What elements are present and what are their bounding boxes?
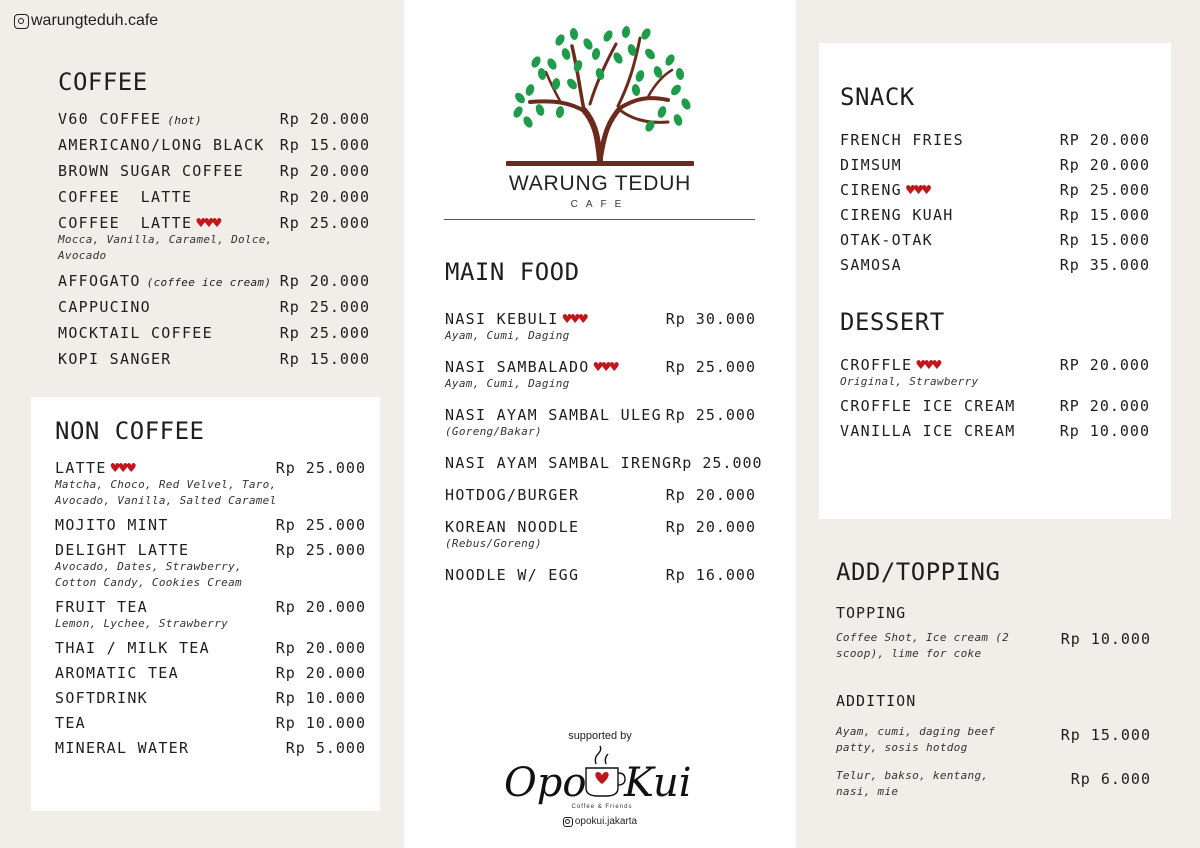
topping-price: Rp 10.000	[1060, 630, 1151, 648]
menu-item-name-group	[58, 110, 202, 128]
menu-item-price: Rp 30.000	[665, 310, 756, 328]
menu-item-row	[445, 310, 756, 328]
menu-item-name-group	[58, 162, 244, 180]
menu-item-row	[55, 541, 366, 559]
snack-title: SNACK	[840, 83, 915, 111]
snack-list	[840, 131, 1150, 274]
menu-item-row	[55, 459, 366, 477]
menu-item-price: RP 20.000	[1059, 131, 1150, 149]
menu-item-note: (Goreng/Bakar)	[445, 425, 542, 438]
menu-item-price: Rp 20.000	[665, 486, 756, 504]
menu-item-name: TEA	[55, 714, 86, 732]
menu-item-price: Rp 20.000	[279, 272, 370, 290]
menu-item-price: Rp 15.000	[279, 350, 370, 368]
menu-item	[58, 162, 370, 180]
menu-item-price: Rp 16.000	[665, 566, 756, 584]
menu-item-name-group	[55, 639, 210, 657]
menu-item	[55, 541, 366, 591]
menu-item	[445, 518, 756, 552]
menu-item-name: AROMATIC TEA	[55, 664, 179, 682]
menu-item	[55, 516, 366, 534]
menu-item-name: CIRENG KUAH	[840, 206, 954, 224]
menu-item-name-group	[55, 739, 189, 757]
menu-item-inline-note: (coffee ice cream)	[146, 276, 272, 289]
menu-item-row	[840, 422, 1150, 440]
addition-title: ADDITION	[836, 692, 917, 710]
menu-item-note: (Rebus/Goreng)	[445, 537, 542, 550]
menu-item-note: Lemon, Lychee, Strawberry	[55, 617, 229, 630]
menu-item-row	[58, 136, 370, 154]
menu-item	[55, 739, 366, 757]
menu-item-row	[840, 397, 1150, 415]
menu-item	[840, 356, 1150, 390]
menu-item-row	[58, 272, 370, 290]
dessert-title: DESSERT	[840, 308, 945, 336]
menu-item-name: HOTDOG/BURGER	[445, 486, 580, 504]
menu-item	[58, 350, 370, 368]
menu-item-row	[445, 358, 756, 376]
menu-item-row	[840, 256, 1150, 274]
hearts-icon: ♥♥♥	[916, 356, 941, 374]
menu-item-name-group	[58, 214, 220, 232]
menu-item-price: RP 20.000	[1059, 356, 1150, 374]
menu-item-name-group	[58, 136, 265, 154]
menu-item-name-group	[58, 272, 271, 290]
menu-item-name-group	[58, 298, 151, 316]
topping-title: TOPPING	[836, 604, 907, 622]
divider	[444, 219, 755, 220]
main-food-section	[445, 258, 763, 598]
menu-item-row	[840, 206, 1150, 224]
menu-item	[840, 181, 1150, 199]
coffee-title: COFFEE	[58, 68, 148, 96]
add-topping-section	[836, 558, 1151, 800]
menu-item-name: FRUIT TEA	[55, 598, 148, 616]
menu-item-price: Rp 20.000	[275, 664, 366, 682]
menu-item	[445, 454, 763, 472]
menu-item-row	[840, 231, 1150, 249]
menu-item-name-group	[445, 406, 662, 424]
menu-item-name-group	[445, 454, 672, 472]
non-coffee-title: NON COFFEE	[55, 417, 205, 445]
main-food-panel	[404, 0, 796, 848]
menu-item-name: DIMSUM	[840, 156, 902, 174]
menu-item-name-group	[840, 156, 902, 174]
menu-item-name-group	[840, 256, 902, 274]
menu-item-row	[58, 298, 370, 316]
menu-item-name: CIRENG	[840, 181, 902, 199]
menu-item-row	[840, 356, 1150, 374]
hearts-icon: ♥♥♥	[906, 181, 931, 199]
menu-item-name: MINERAL WATER	[55, 739, 190, 757]
menu-item-price: Rp 25.000	[672, 454, 763, 472]
menu-item-name-group	[55, 541, 189, 559]
menu-item-price: Rp 25.000	[275, 541, 366, 559]
menu-item-name: SAMOSA	[840, 256, 902, 274]
menu-item	[58, 110, 370, 128]
menu-item-name: AFFOGATO	[58, 272, 141, 290]
menu-item-name-group	[840, 181, 930, 199]
menu-item-note: Original, Strawberry	[840, 375, 979, 388]
menu-item	[58, 188, 370, 206]
menu-item-price: Rp 20.000	[1059, 156, 1150, 174]
menu-item-row	[58, 350, 370, 368]
menu-item	[840, 231, 1150, 249]
addition-row	[836, 768, 1151, 800]
menu-item-name-group	[445, 566, 579, 584]
menu-item-row	[55, 739, 366, 757]
menu-item	[55, 459, 366, 509]
brand-subtitle: CAFE	[570, 199, 630, 210]
menu-item-row	[55, 598, 366, 616]
heart-icon	[595, 772, 608, 784]
menu-item-row	[55, 639, 366, 657]
menu-item-row	[58, 324, 370, 342]
addition-note: Ayam, cumi, daging beef patty, sosis hotdog	[836, 725, 996, 754]
menu-item-name-group	[58, 188, 192, 206]
hearts-icon: ♥♥♥	[196, 214, 221, 232]
menu-item	[840, 156, 1150, 174]
menu-item-name: V60 COFFEE	[58, 110, 162, 128]
menu-item-row	[445, 486, 756, 504]
menu-item-price: Rp 25.000	[665, 358, 756, 376]
hearts-icon: ♥♥♥	[110, 459, 135, 477]
menu-item-name-group	[445, 518, 579, 536]
menu-item-price: Rp 25.000	[275, 459, 366, 477]
instagram-handle-text: warungteduh.cafe	[31, 12, 159, 29]
menu-item	[58, 136, 370, 154]
menu-item-price: Rp 10.000	[275, 689, 366, 707]
menu-item-name: NOODLE W/ EGG	[445, 566, 580, 584]
menu-item-row	[55, 516, 366, 534]
menu-item-price: Rp 20.000	[279, 162, 370, 180]
menu-item-price: Rp 25.000	[279, 324, 370, 342]
menu-item-price: Rp 25.000	[279, 214, 370, 232]
menu-item-price: Rp 20.000	[279, 188, 370, 206]
menu-item-price: Rp 20.000	[275, 598, 366, 616]
opokui-name-left: Opo	[504, 760, 587, 806]
addition-price: Rp 15.000	[1060, 726, 1151, 744]
instagram-handle	[14, 12, 158, 30]
menu-item-name: FRENCH FRIES	[840, 131, 964, 149]
non-coffee-section	[31, 397, 380, 811]
dessert-section	[840, 308, 1150, 440]
menu-item-row	[840, 181, 1150, 199]
tree-logo	[500, 14, 700, 174]
instagram-icon	[563, 817, 573, 827]
menu-item-price: Rp 10.000	[275, 714, 366, 732]
menu-item-price: Rp 20.000	[275, 639, 366, 657]
menu-item-name-group	[840, 131, 964, 149]
menu-item-name: NASI AYAM SAMBAL IRENG	[445, 454, 673, 472]
menu-item	[55, 714, 366, 732]
menu-item-name: COFFEE LATTE	[58, 214, 193, 232]
menu-item-name-group	[58, 350, 172, 368]
addition-note: Telur, bakso, kentang, nasi, mie	[836, 769, 989, 798]
menu-item-name: KOREAN NOODLE	[445, 518, 580, 536]
menu-item-note: Mocca, Vanilla, Caramel, Dolce, Avocado	[58, 233, 273, 262]
menu-item	[840, 397, 1150, 415]
non-coffee-list	[55, 459, 366, 757]
menu-item-name: VANILLA ICE CREAM	[840, 422, 1016, 440]
addition-row	[836, 724, 1151, 756]
menu-item-price: Rp 35.000	[1059, 256, 1150, 274]
menu-item-name: LATTE	[55, 459, 107, 477]
menu-item-name: THAI / MILK TEA	[55, 639, 210, 657]
menu-item-name: NASI AYAM SAMBAL ULEG	[445, 406, 662, 424]
menu-item-name-group	[55, 598, 148, 616]
menu-item-price: Rp 20.000	[279, 110, 370, 128]
supported-by-label: supported by	[568, 730, 632, 742]
menu-item	[445, 358, 756, 392]
menu-item	[840, 206, 1150, 224]
menu-item-price: RP 20.000	[1059, 397, 1150, 415]
menu-item-price: Rp 25.000	[279, 298, 370, 316]
coffee-section	[58, 68, 370, 376]
menu-item-price: Rp 20.000	[665, 518, 756, 536]
menu-item-row	[58, 110, 370, 128]
opokui-instagram	[404, 816, 796, 827]
topping-row	[836, 630, 1151, 662]
menu-item-name-group	[840, 231, 933, 249]
brand-name: WARUNG TEDUH	[508, 172, 692, 195]
menu-item-name: CAPPUCINO	[58, 298, 151, 316]
menu-item-inline-note: (hot)	[167, 114, 202, 127]
menu-item	[840, 256, 1150, 274]
menu-item-name-group	[840, 397, 1016, 415]
menu-item-price: Rp 5.000	[285, 739, 366, 757]
menu-item-row	[55, 714, 366, 732]
menu-item-row	[55, 689, 366, 707]
menu-item	[55, 598, 366, 632]
menu-item-price: Rp 15.000	[1059, 206, 1150, 224]
menu-item-row	[58, 188, 370, 206]
dessert-list	[840, 356, 1150, 440]
menu-item-name-group	[55, 459, 135, 477]
menu-item-name-group	[55, 664, 179, 682]
menu-item-row	[58, 162, 370, 180]
menu-item	[840, 422, 1150, 440]
menu-item	[445, 486, 756, 504]
main-food-title: MAIN FOOD	[445, 258, 580, 286]
menu-item-row	[445, 566, 756, 584]
menu-item-name: KOPI SANGER	[58, 350, 172, 368]
menu-item-name: SOFTDRINK	[55, 689, 148, 707]
menu-item-name-group	[55, 689, 148, 707]
menu-item-name: CROFFLE ICE CREAM	[840, 397, 1016, 415]
menu-item-name: NASI KEBULI	[445, 310, 559, 328]
add-topping-title: ADD/TOPPING	[836, 558, 1001, 586]
menu-item-name-group	[445, 358, 618, 376]
snack-dessert-panel	[819, 43, 1171, 519]
menu-item-row	[445, 406, 756, 424]
opokui-logo	[502, 744, 702, 814]
snack-section	[840, 83, 1150, 274]
menu-item-note: Matcha, Choco, Red Velvel, Taro, Avocado, Vanilla, Salted Caramel	[55, 478, 277, 507]
menu-item-name: OTAK-OTAK	[840, 231, 933, 249]
menu-item-price: Rp 15.000	[1059, 231, 1150, 249]
addition-price: Rp 6.000	[1070, 770, 1151, 788]
menu-item-row	[445, 454, 763, 472]
menu-item-name-group	[840, 356, 940, 374]
opokui-instagram-text: opokui.jakarta	[574, 816, 638, 827]
menu-item-name: BROWN SUGAR COFFEE	[58, 162, 244, 180]
menu-item-name-group	[55, 714, 86, 732]
menu-item	[445, 566, 756, 584]
menu-item	[55, 689, 366, 707]
menu-item-name: COFFEE LATTE	[58, 188, 193, 206]
menu-item-row	[840, 156, 1150, 174]
menu-item-name: AMERICANO/LONG BLACK	[58, 136, 265, 154]
menu-item-row	[55, 664, 366, 682]
menu-item-name: DELIGHT LATTE	[55, 541, 190, 559]
menu-item-name: MOJITO MINT	[55, 516, 169, 534]
menu-item	[58, 272, 370, 290]
menu-item-name: NASI SAMBALADO	[445, 358, 590, 376]
topping-note: Coffee Shot, Ice cream (2 scoop), lime for coke	[836, 631, 1010, 660]
hearts-icon: ♥♥♥	[562, 310, 587, 328]
menu-item-price: Rp 15.000	[279, 136, 370, 154]
menu-item	[445, 406, 756, 440]
menu-item-name-group	[840, 206, 954, 224]
instagram-icon	[14, 14, 29, 29]
menu-item-name: CROFFLE	[840, 356, 913, 374]
opokui-name-right: Kui	[624, 760, 692, 806]
menu-item	[58, 214, 370, 264]
menu-item-note: Avocado, Dates, Strawberry, Cotton Candy, Cookies Cream	[55, 560, 242, 589]
menu-item-row	[445, 518, 756, 536]
menu-item-name: MOCKTAIL COFFEE	[58, 324, 213, 342]
menu-item-name-group	[840, 422, 1016, 440]
menu-item-price: Rp 25.000	[275, 516, 366, 534]
main-food-list	[445, 310, 763, 584]
menu-item-price: Rp 25.000	[665, 406, 756, 424]
menu-item	[58, 298, 370, 316]
menu-item-note: Ayam, Cumi, Daging	[445, 377, 570, 390]
opokui-tagline: Coffee & Friends	[571, 804, 633, 810]
menu-item-row	[840, 131, 1150, 149]
menu-item-price: Rp 25.000	[1059, 181, 1150, 199]
menu-item	[55, 664, 366, 682]
menu-item-row	[58, 214, 370, 232]
menu-item-name-group	[445, 310, 587, 328]
menu-item-price: Rp 10.000	[1059, 422, 1150, 440]
menu-item-name-group	[445, 486, 579, 504]
menu-item	[445, 310, 756, 344]
menu-item	[840, 131, 1150, 149]
hearts-icon: ♥♥♥	[593, 358, 618, 376]
menu-item	[58, 324, 370, 342]
menu-item	[55, 639, 366, 657]
menu-item-name-group	[58, 324, 213, 342]
menu-item-note: Ayam, Cumi, Daging	[445, 329, 570, 342]
menu-item-name-group	[55, 516, 169, 534]
coffee-list	[58, 110, 370, 368]
coffee-cup-icon	[586, 746, 625, 796]
